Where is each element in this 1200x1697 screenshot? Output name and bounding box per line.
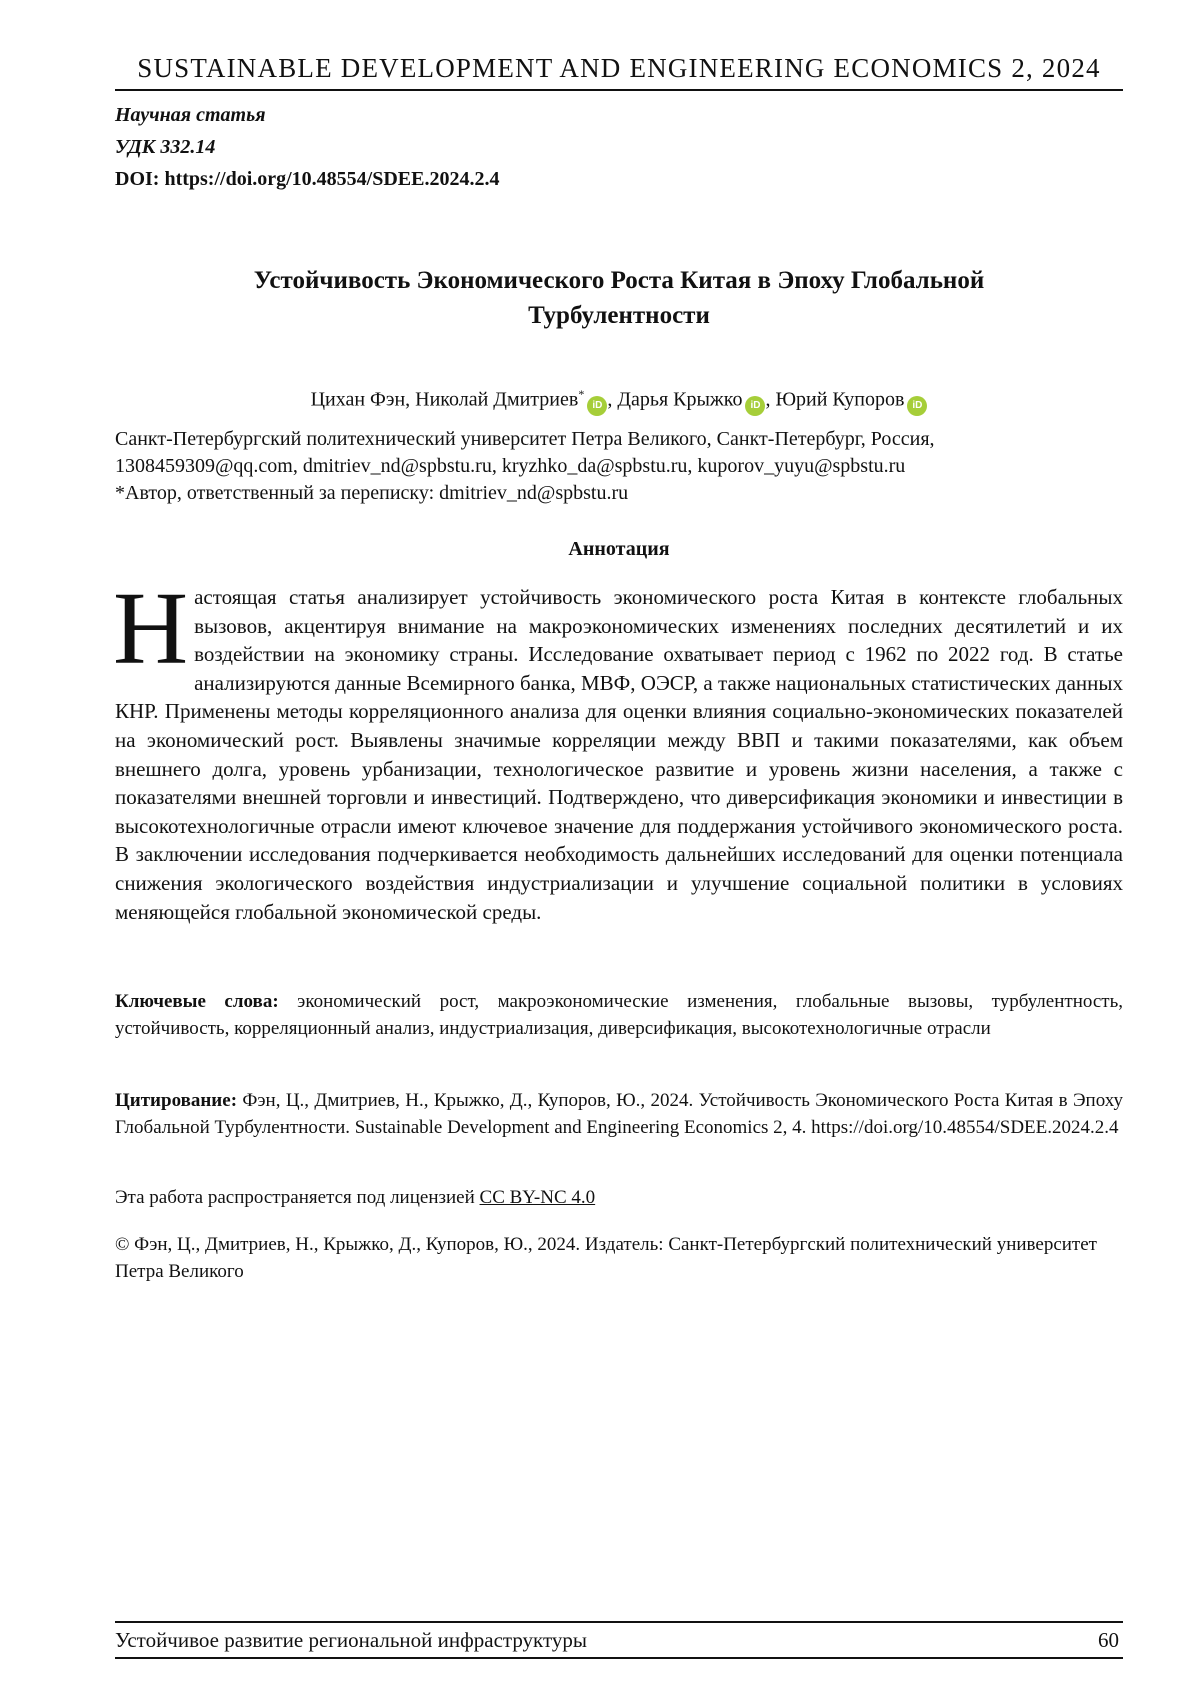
author-kuporov: Юрий Купоров (775, 388, 905, 411)
keywords (115, 988, 1123, 1042)
orcid-icon[interactable]: iD (587, 396, 607, 416)
author-dmitriev: Николай Дмитриев (415, 388, 579, 411)
page-number: 60 (1098, 1628, 1119, 1652)
keywords-label: Ключевые слова: (115, 991, 279, 1012)
article-title (115, 263, 1123, 333)
title-line-1: Устойчивость Экономического Роста Китая в Эпоху Глобальной (253, 267, 985, 294)
license-link[interactable]: CC BY-NC 4.0 (479, 1187, 596, 1208)
footer-journal-name: Устойчивое развитие региональной инфраструктуры (115, 1628, 587, 1652)
doi[interactable]: DOI: https://doi.org/10.48554/SDEE.2024.2.4 (115, 168, 500, 190)
abstract-body (113, 571, 1123, 926)
author-feng: Цихан Фэн, (310, 388, 416, 411)
affiliation-block (115, 426, 1123, 507)
author-emails[interactable]: 1308459309@qq.com, dmitriev_nd@spbstu.ru, kryzhko_da@spbstu.ru, kuporov_yuyu@spbstu.ru (115, 455, 906, 477)
article-type: Научная статья (115, 104, 266, 126)
journal-header: SUSTAINABLE DEVELOPMENT AND ENGINEERING ECONOMICS 2, 2024 (115, 52, 1123, 91)
citation (115, 1087, 1123, 1141)
orcid-icon[interactable]: iD (907, 396, 927, 416)
affiliation-line: Санкт-Петербургский политехнический университет Петра Великого, Санкт-Петербург, Россия, (115, 428, 935, 450)
orcid-icon[interactable]: iD (745, 396, 765, 416)
corresponding-author-note: *Автор, ответственный за переписку: dmitriev_nd@spbstu.ru (115, 482, 629, 504)
abstract-text: астоящая статья анализирует устойчивость экономического роста Китая в контексте глобальных вызовов, акцентируя внимание на макроэкономических изменениях последних десятилетий и их воздействии на экономику страны. Исследование охватывает период с 1962 по 2022 год. В статье анализируются данные Всемирного банка, МВФ, ОЭСР, а также национальных статистических данных КНР. Применены методы корреляционного анализа для оценки влияния социально-экономических показателей на экономический рост. Выявлены значимые корреляции между ВВП и такими показателями, как объем внешнего долга, уровень урбанизации, технологическое развитие и уровень жизни населения, а также с показателями внешней торговли и инвестиций. Подтверждено, что диверсификация экономики и инвестиции в высокотехнологичные отрасли имеют ключевое значение для поддержания устойчивого экономического роста. В заключении исследования подчеркивается необходимость дальнейших исследований для оценки потенциала снижения экологического воздействия индустриализации и улучшение социальной политики в условиях меняющейся глобальной экономической среды. (115, 585, 1123, 924)
author-list (115, 381, 1123, 416)
author-separator: , (607, 388, 618, 411)
license-text: Эта работа распространяется под лицензией (115, 1187, 480, 1208)
footer-divider (115, 1621, 1123, 1623)
drop-cap: Н (113, 571, 189, 686)
title-line-2: Турбулентности (528, 302, 710, 329)
citation-label: Цитирование: (115, 1090, 238, 1111)
udk-code: УДК 332.14 (115, 136, 216, 158)
author-kryzhko: Дарья Крыжко (617, 388, 743, 411)
abstract-heading: Аннотация (568, 538, 670, 560)
license-line (115, 1185, 595, 1211)
keywords-text: экономический рост, макроэкономические изменения, глобальные вызовы, турбулентность, устойчивость, корреляционный анализ, индустриализация, диверсификация, высокотехнологичные отрасли (115, 991, 1123, 1039)
copyright: © Фэн, Ц., Дмитриев, Н., Крыжко, Д., Купоров, Ю., 2024. Издатель: Санкт-Петербургский политехнический университет Петра Великого (115, 1234, 1097, 1282)
page-footer (115, 1626, 1123, 1659)
citation-text: Фэн, Ц., Дмитриев, Н., Крыжко, Д., Купоров, Ю., 2024. Устойчивость Экономического Роста Китая в Эпоху Глобальной Турбулентности. Sustainable Development and Engineering Economics 2, 4. https://doi.org/10.48554/SDEE.2024.2.4 (115, 1090, 1123, 1138)
author-separator: , (765, 388, 776, 411)
corresponding-mark: * (578, 387, 585, 401)
